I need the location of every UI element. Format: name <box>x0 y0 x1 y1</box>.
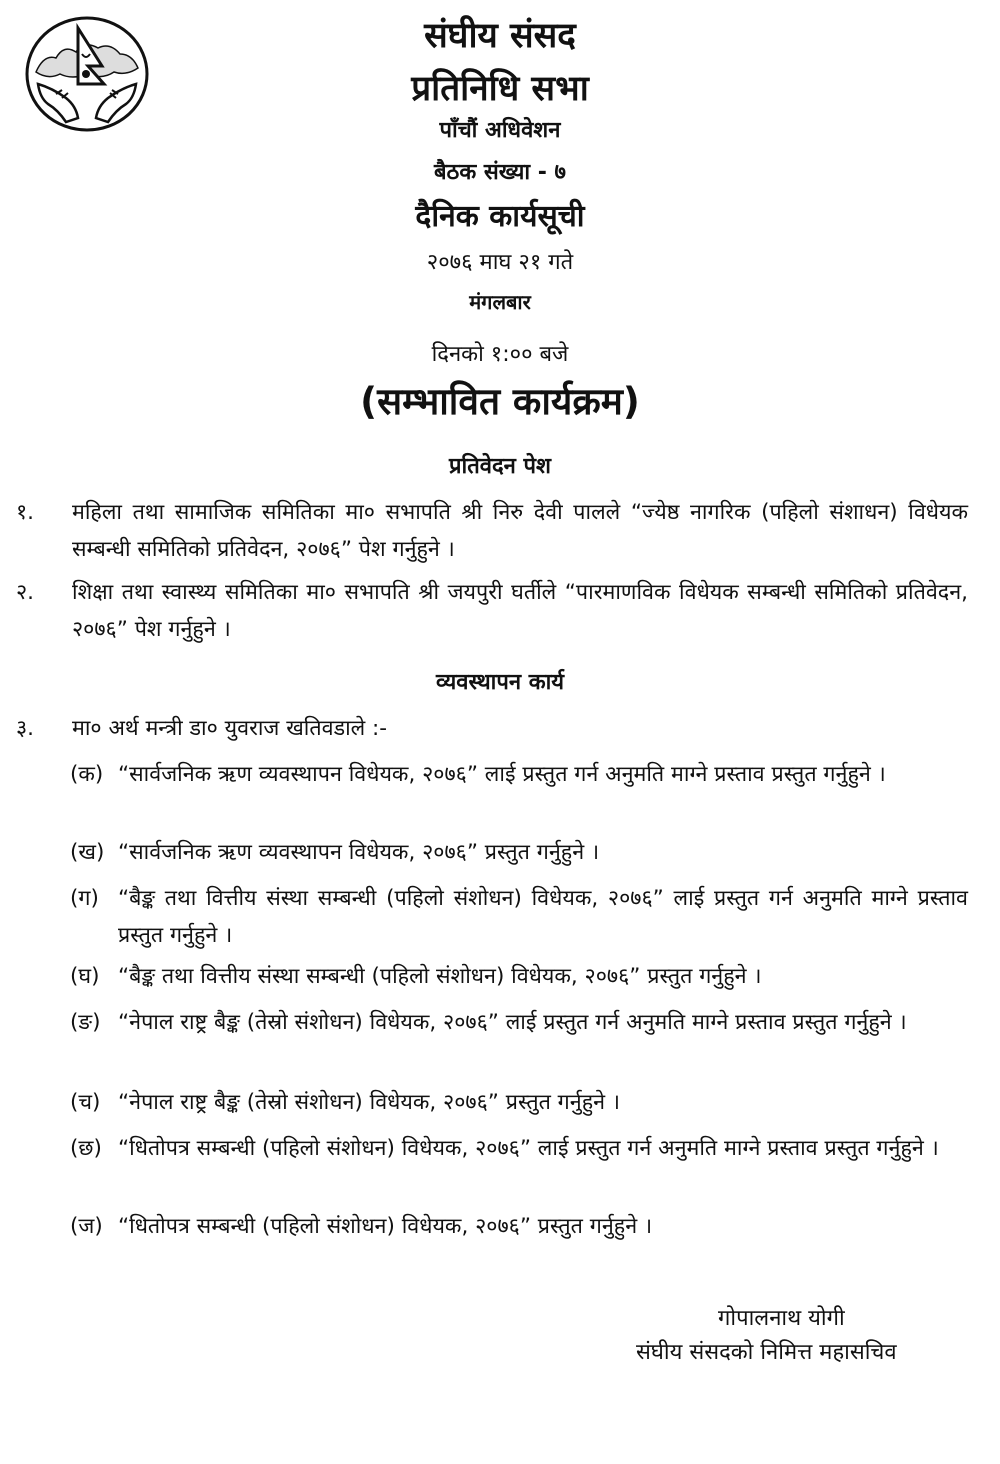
item-number: ३. <box>16 716 35 741</box>
meeting-number: बैठक संख्या - ७ <box>434 160 566 185</box>
agenda-item: मा० अर्थ मन्त्री डा० युवराज खतिवडाले :- <box>72 716 388 741</box>
subitem-label: (क) <box>70 762 104 787</box>
signatory-designation: संघीय संसदको निमित्त महासचिव <box>636 1340 897 1365</box>
agenda-date: २०७६ माघ २१ गते <box>426 250 574 275</box>
agenda-item: महिला तथा सामाजिक समितिका मा० सभापति श्री निरु देवी पालले “ज्येष्ठ नागरिक (पहिलो संशाधन) विधेयक सम्बन्धी समितिको प्रतिवेदन, २०७६” पेश गर्नुहुने । <box>72 500 968 562</box>
agenda-time: दिनको १:०० बजे <box>431 342 569 367</box>
subitem-label: (ख) <box>70 840 105 865</box>
subitem-text: “सार्वजनिक ऋण व्यवस्थापन विधेयक, २०७६” लाई प्रस्तुत गर्न अनुमति माग्ने प्रस्ताव प्रस्तुत गर्नुहुने । <box>118 762 886 787</box>
subitem-label: (छ) <box>70 1136 102 1161</box>
subitem-label: (घ) <box>70 964 100 989</box>
parliament-title: संघीय संसद <box>424 16 576 56</box>
item-number: १. <box>16 500 35 525</box>
report-section-heading: प्रतिवेदन पेश <box>449 454 551 479</box>
subitem-text: “सार्वजनिक ऋण व्यवस्थापन विधेयक, २०७६” प्रस्तुत गर्नुहुने । <box>118 840 600 865</box>
subitem-label: (ग) <box>70 886 99 911</box>
signatory-name: गोपालनाथ योगी <box>718 1306 845 1331</box>
legislative-section-heading: व्यवस्थापन कार्य <box>435 670 565 695</box>
item-number: २. <box>16 580 35 605</box>
subitem-text: “धितोपत्र सम्बन्धी (पहिलो संशोधन) विधेयक, २०७६” प्रस्तुत गर्नुहुने । <box>118 1214 653 1239</box>
agenda-day: मंगलबार <box>469 290 531 314</box>
program-heading: (सम्भावित कार्यक्रम) <box>360 380 640 423</box>
subitem-label: (च) <box>70 1090 101 1115</box>
session-label: पाँचौं अधिवेशन <box>439 118 561 143</box>
agenda-item: शिक्षा तथा स्वास्थ्य समितिका मा० सभापति श्री जयपुरी घर्तीले “पारमाणविक विधेयक सम्बन्धी समितिको प्रतिवेदन, २०७६” पेश गर्नुहुने । <box>72 580 968 642</box>
subitem-text: “नेपाल राष्ट्र बैङ्क (तेस्रो संशोधन) विधेयक, २०७६” लाई प्रस्तुत गर्न अनुमति माग्ने प्रस्ताव प्रस्तुत गर्नुहुने । <box>118 1010 907 1035</box>
subitem-text: “नेपाल राष्ट्र बैङ्क (तेस्रो संशोधन) विधेयक, २०७६” प्रस्तुत गर्नुहुने । <box>118 1090 621 1115</box>
subitem-text: “बैङ्क तथा वित्तीय संस्था सम्बन्धी (पहिलो संशोधन) विधेयक, २०७६” प्रस्तुत गर्नुहुने । <box>118 964 762 989</box>
subitem-text: “बैङ्क तथा वित्तीय संस्था सम्बन्धी (पहिलो संशोधन) विधेयक, २०७६” लाई प्रस्तुत गर्न अनुमति माग्ने प्रस्ताव प्रस्तुत गर्नुहुने । <box>118 886 968 948</box>
subitem-label: (ज) <box>70 1214 103 1239</box>
house-title: प्रतिनिधि सभा <box>411 69 589 109</box>
subitem-label: (ङ) <box>70 1010 101 1035</box>
agenda-title: दैनिक कार्यसूची <box>415 199 585 234</box>
subitem-text: “धितोपत्र सम्बन्धी (पहिलो संशोधन) विधेयक, २०७६” लाई प्रस्तुत गर्न अनुमति माग्ने प्रस्ताव प्रस्तुत गर्नुहुने । <box>118 1136 939 1161</box>
